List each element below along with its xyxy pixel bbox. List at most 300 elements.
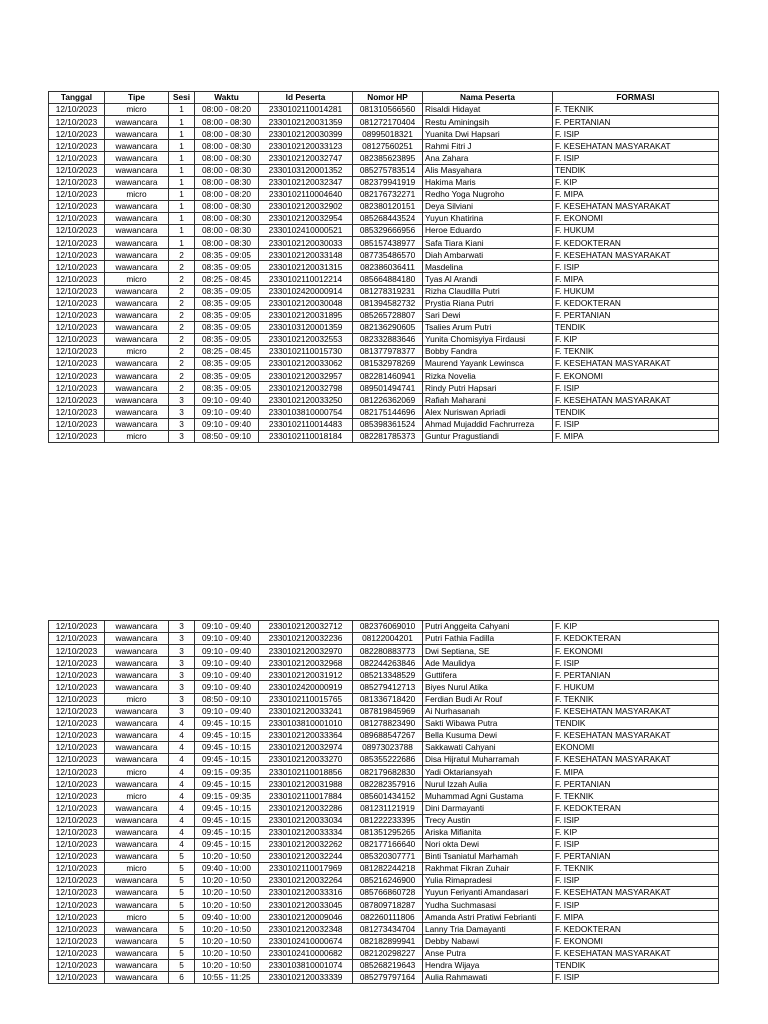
nomor-hp-cell: 087809718287 — [353, 899, 423, 911]
sesi-cell: 1 — [169, 128, 195, 140]
nama-peserta-cell: Biyes Nurul Atika — [423, 681, 553, 693]
formasi-cell: F. MIPA — [553, 188, 719, 200]
tanggal-cell: 12/10/2023 — [49, 971, 105, 983]
waktu-cell: 09:15 - 09:35 — [195, 766, 259, 778]
formasi-cell: F. EKONOMI — [553, 370, 719, 382]
formasi-cell: F. KESEHATAN MASYARAKAT — [553, 729, 719, 741]
nama-peserta-cell: Rindy Putri Hapsari — [423, 382, 553, 394]
tanggal-cell: 12/10/2023 — [49, 309, 105, 321]
tanggal-cell: 12/10/2023 — [49, 273, 105, 285]
formasi-cell: F. KEDOKTERAN — [553, 633, 719, 645]
waktu-cell: 09:45 - 10:15 — [195, 754, 259, 766]
nama-peserta-cell: Sakkawati Cahyani — [423, 741, 553, 753]
id-peserta-cell: 2330102110004640 — [259, 188, 353, 200]
nomor-hp-cell: 085355222686 — [353, 754, 423, 766]
id-peserta-cell: 2330102120033270 — [259, 754, 353, 766]
tanggal-cell: 12/10/2023 — [49, 645, 105, 657]
nama-peserta-cell: Rahmi Fitri J — [423, 140, 553, 152]
tipe-cell: micro — [105, 345, 169, 357]
formasi-cell: F. PERTANIAN — [553, 850, 719, 862]
id-peserta-cell: 2330102120033334 — [259, 826, 353, 838]
sesi-cell: 4 — [169, 826, 195, 838]
tipe-cell: wawancara — [105, 621, 169, 633]
waktu-cell: 09:10 - 09:40 — [195, 406, 259, 418]
tipe-cell: micro — [105, 188, 169, 200]
tipe-cell: wawancara — [105, 645, 169, 657]
waktu-cell: 09:10 - 09:40 — [195, 633, 259, 645]
nomor-hp-cell: 082182899941 — [353, 935, 423, 947]
table-row — [49, 382, 719, 394]
table-row — [49, 633, 719, 645]
id-peserta-cell: 2330102120032262 — [259, 838, 353, 850]
nomor-hp-cell: 081377978377 — [353, 345, 423, 357]
nama-peserta-cell: Sari Dewi — [423, 309, 553, 321]
sesi-cell: 2 — [169, 261, 195, 273]
formasi-cell: F. KESEHATAN MASYARAKAT — [553, 947, 719, 959]
sesi-cell: 5 — [169, 911, 195, 923]
tipe-cell: wawancara — [105, 176, 169, 188]
nomor-hp-cell: 085279797164 — [353, 971, 423, 983]
id-peserta-cell: 2330102120032747 — [259, 152, 353, 164]
sesi-cell: 3 — [169, 430, 195, 442]
sesi-cell: 1 — [169, 200, 195, 212]
nomor-hp-cell: 082281460941 — [353, 370, 423, 382]
nama-peserta-cell: Yadi Oktariansyah — [423, 766, 553, 778]
sesi-cell: 2 — [169, 273, 195, 285]
id-peserta-cell: 2330102120032954 — [259, 212, 353, 224]
nama-peserta-cell: Deya Silviani — [423, 200, 553, 212]
formasi-cell: F. PERTANIAN — [553, 309, 719, 321]
table-row — [49, 923, 719, 935]
nomor-hp-cell: 081394582732 — [353, 297, 423, 309]
sesi-cell: 2 — [169, 382, 195, 394]
sesi-cell: 4 — [169, 778, 195, 790]
tanggal-cell: 12/10/2023 — [49, 140, 105, 152]
tipe-cell: wawancara — [105, 418, 169, 430]
nomor-hp-cell: 085268443524 — [353, 212, 423, 224]
table-row — [49, 249, 719, 261]
formasi-cell: F. KIP — [553, 826, 719, 838]
tanggal-cell: 12/10/2023 — [49, 358, 105, 370]
table-row — [49, 430, 719, 442]
nama-peserta-cell: Hakima Maris — [423, 176, 553, 188]
waktu-cell: 08:50 - 09:10 — [195, 430, 259, 442]
tipe-cell: wawancara — [105, 225, 169, 237]
id-peserta-cell: 2330102120030399 — [259, 128, 353, 140]
waktu-cell: 08:00 - 08:30 — [195, 116, 259, 128]
id-peserta-cell: 2330102410000674 — [259, 935, 353, 947]
formasi-cell: F. TEKNIK — [553, 345, 719, 357]
tipe-cell: wawancara — [105, 200, 169, 212]
formasi-cell: F. MIPA — [553, 430, 719, 442]
waktu-cell: 09:40 - 10:00 — [195, 862, 259, 874]
waktu-cell: 10:20 - 10:50 — [195, 887, 259, 899]
sesi-cell: 1 — [169, 212, 195, 224]
sesi-cell: 2 — [169, 358, 195, 370]
formasi-cell: F. PERTANIAN — [553, 669, 719, 681]
nama-peserta-cell: Prystia Riana Putri — [423, 297, 553, 309]
tipe-cell: wawancara — [105, 657, 169, 669]
formasi-cell: TENDIK — [553, 959, 719, 971]
nama-peserta-cell: Ariska Mifianita — [423, 826, 553, 838]
tanggal-cell: 12/10/2023 — [49, 297, 105, 309]
formasi-cell: F. KESEHATAN MASYARAKAT — [553, 754, 719, 766]
sesi-cell: 5 — [169, 935, 195, 947]
tanggal-cell: 12/10/2023 — [49, 802, 105, 814]
formasi-cell: F. KESEHATAN MASYARAKAT — [553, 887, 719, 899]
nomor-hp-cell: 087735486570 — [353, 249, 423, 261]
id-peserta-cell: 2330102120032236 — [259, 633, 353, 645]
waktu-cell: 08:00 - 08:30 — [195, 164, 259, 176]
nomor-hp-cell: 082179682830 — [353, 766, 423, 778]
formasi-cell: F. KESEHATAN MASYARAKAT — [553, 249, 719, 261]
nomor-hp-cell: 082386036411 — [353, 261, 423, 273]
tanggal-cell: 12/10/2023 — [49, 693, 105, 705]
waktu-cell: 10:20 - 10:50 — [195, 899, 259, 911]
table-row — [49, 128, 719, 140]
nama-peserta-cell: Nurul Izzah Aulia — [423, 778, 553, 790]
table-row — [49, 754, 719, 766]
formasi-cell: F. KESEHATAN MASYARAKAT — [553, 394, 719, 406]
waktu-cell: 08:00 - 08:30 — [195, 176, 259, 188]
waktu-cell: 09:45 - 10:15 — [195, 741, 259, 753]
table-row — [49, 418, 719, 430]
formasi-cell: F. ISIP — [553, 838, 719, 850]
waktu-cell: 10:20 - 10:50 — [195, 935, 259, 947]
sesi-cell: 1 — [169, 164, 195, 176]
formasi-cell: TENDIK — [553, 321, 719, 333]
tipe-cell: wawancara — [105, 923, 169, 935]
tipe-cell: wawancara — [105, 237, 169, 249]
nama-peserta-cell: Redho Yoga Nugroho — [423, 188, 553, 200]
nomor-hp-cell: 082136290605 — [353, 321, 423, 333]
formasi-cell: F. ISIP — [553, 261, 719, 273]
sesi-cell: 3 — [169, 418, 195, 430]
id-peserta-cell: 2330102120032712 — [259, 621, 353, 633]
id-peserta-cell: 2330103810001010 — [259, 717, 353, 729]
formasi-cell: F. TEKNIK — [553, 693, 719, 705]
tanggal-cell: 12/10/2023 — [49, 116, 105, 128]
nomor-hp-cell: 081282244218 — [353, 862, 423, 874]
table-row — [49, 285, 719, 297]
formasi-cell: F. EKONOMI — [553, 212, 719, 224]
nomor-hp-cell: 089501494741 — [353, 382, 423, 394]
waktu-cell: 08:35 - 09:05 — [195, 249, 259, 261]
nama-peserta-cell: Alis Masyahara — [423, 164, 553, 176]
waktu-cell: 08:35 - 09:05 — [195, 321, 259, 333]
tanggal-cell: 12/10/2023 — [49, 935, 105, 947]
nomor-hp-cell: 082380120151 — [353, 200, 423, 212]
nomor-hp-cell: 082120298227 — [353, 947, 423, 959]
id-peserta-cell: 2330102120032244 — [259, 850, 353, 862]
tanggal-cell: 12/10/2023 — [49, 947, 105, 959]
waktu-cell: 08:25 - 08:45 — [195, 273, 259, 285]
tanggal-cell: 12/10/2023 — [49, 814, 105, 826]
table-row — [49, 237, 719, 249]
waktu-cell: 09:40 - 10:00 — [195, 911, 259, 923]
nomor-hp-cell: 081272170404 — [353, 116, 423, 128]
waktu-cell: 08:00 - 08:20 — [195, 104, 259, 116]
id-peserta-cell: 2330102120033034 — [259, 814, 353, 826]
formasi-cell: F. KIP — [553, 621, 719, 633]
tanggal-cell: 12/10/2023 — [49, 741, 105, 753]
tipe-cell: wawancara — [105, 826, 169, 838]
id-peserta-cell: 2330102120033250 — [259, 394, 353, 406]
id-peserta-cell: 2330103810000754 — [259, 406, 353, 418]
nomor-hp-cell: 08995018321 — [353, 128, 423, 140]
id-peserta-cell: 2330102120032968 — [259, 657, 353, 669]
id-peserta-cell: 2330102120033045 — [259, 899, 353, 911]
table-row — [49, 116, 719, 128]
tanggal-cell: 12/10/2023 — [49, 959, 105, 971]
tanggal-cell: 12/10/2023 — [49, 152, 105, 164]
nama-peserta-cell: Yuyun Feriyanti Amandasari — [423, 887, 553, 899]
table-row — [49, 959, 719, 971]
tanggal-cell: 12/10/2023 — [49, 225, 105, 237]
tipe-cell: micro — [105, 862, 169, 874]
waktu-cell: 08:35 - 09:05 — [195, 382, 259, 394]
nomor-hp-cell: 085601434152 — [353, 790, 423, 802]
tanggal-cell: 12/10/2023 — [49, 899, 105, 911]
table-row — [49, 333, 719, 345]
col-header-nomor-hp: Nomor HP — [353, 92, 423, 104]
table-row — [49, 621, 719, 633]
id-peserta-cell: 2330103810001074 — [259, 959, 353, 971]
id-peserta-cell: 2330102120033339 — [259, 971, 353, 983]
id-peserta-cell: 2330102420000919 — [259, 681, 353, 693]
waktu-cell: 09:10 - 09:40 — [195, 394, 259, 406]
nama-peserta-cell: Ferdian Budi Ar Rouf — [423, 693, 553, 705]
nomor-hp-cell: 087819845969 — [353, 705, 423, 717]
nomor-hp-cell: 08122004201 — [353, 633, 423, 645]
tipe-cell: micro — [105, 911, 169, 923]
tanggal-cell: 12/10/2023 — [49, 790, 105, 802]
sesi-cell: 6 — [169, 971, 195, 983]
formasi-cell: F. ISIP — [553, 814, 719, 826]
tipe-cell: wawancara — [105, 838, 169, 850]
formasi-cell: F. PERTANIAN — [553, 116, 719, 128]
formasi-cell: F. MIPA — [553, 766, 719, 778]
tipe-cell: wawancara — [105, 297, 169, 309]
tipe-cell: wawancara — [105, 850, 169, 862]
col-header-tipe: Tipe — [105, 92, 169, 104]
nama-peserta-cell: Bobby Fandra — [423, 345, 553, 357]
waktu-cell: 10:20 - 10:50 — [195, 923, 259, 935]
id-peserta-cell: 2330102120031315 — [259, 261, 353, 273]
id-peserta-cell: 2330102120032798 — [259, 382, 353, 394]
sesi-cell: 4 — [169, 838, 195, 850]
tanggal-cell: 12/10/2023 — [49, 754, 105, 766]
sesi-cell: 2 — [169, 370, 195, 382]
table-row — [49, 935, 719, 947]
id-peserta-cell: 2330102120009046 — [259, 911, 353, 923]
col-header-formasi: FORMASI — [553, 92, 719, 104]
nama-peserta-cell: Hendra Wijaya — [423, 959, 553, 971]
sesi-cell: 2 — [169, 285, 195, 297]
nomor-hp-cell: 085213348529 — [353, 669, 423, 681]
id-peserta-cell: 2330102110014281 — [259, 104, 353, 116]
waktu-cell: 08:25 - 08:45 — [195, 345, 259, 357]
table-row — [49, 104, 719, 116]
waktu-cell: 08:00 - 08:30 — [195, 200, 259, 212]
id-peserta-cell: 2330102120033148 — [259, 249, 353, 261]
id-peserta-cell: 2330103120001352 — [259, 164, 353, 176]
tipe-cell: wawancara — [105, 887, 169, 899]
nomor-hp-cell: 08973023788 — [353, 741, 423, 753]
nama-peserta-cell: Aulia Rahmawati — [423, 971, 553, 983]
formasi-cell: TENDIK — [553, 406, 719, 418]
tipe-cell: wawancara — [105, 249, 169, 261]
waktu-cell: 08:00 - 08:30 — [195, 140, 259, 152]
table-row — [49, 669, 719, 681]
tipe-cell: wawancara — [105, 899, 169, 911]
formasi-cell: F. KIP — [553, 176, 719, 188]
sesi-cell: 3 — [169, 394, 195, 406]
col-header-tanggal: Tanggal — [49, 92, 105, 104]
tipe-cell: wawancara — [105, 705, 169, 717]
nama-peserta-cell: Tyas Al Arandi — [423, 273, 553, 285]
id-peserta-cell: 2330102120033364 — [259, 729, 353, 741]
sesi-cell: 5 — [169, 959, 195, 971]
nomor-hp-cell: 081278319231 — [353, 285, 423, 297]
nama-peserta-cell: Amanda Astri Pratiwi Febrianti — [423, 911, 553, 923]
id-peserta-cell: 2330103120001359 — [259, 321, 353, 333]
tipe-cell: wawancara — [105, 164, 169, 176]
tanggal-cell: 12/10/2023 — [49, 321, 105, 333]
table-row — [49, 778, 719, 790]
formasi-cell: F. ISIP — [553, 899, 719, 911]
nama-peserta-cell: Yulia Rimapradesi — [423, 874, 553, 886]
tanggal-cell: 12/10/2023 — [49, 766, 105, 778]
nomor-hp-cell: 081222233395 — [353, 814, 423, 826]
sesi-cell: 1 — [169, 188, 195, 200]
tipe-cell: wawancara — [105, 140, 169, 152]
nomor-hp-cell: 081273434704 — [353, 923, 423, 935]
sesi-cell: 1 — [169, 176, 195, 188]
tipe-cell: wawancara — [105, 212, 169, 224]
waktu-cell: 09:45 - 10:15 — [195, 838, 259, 850]
table-row — [49, 814, 719, 826]
tanggal-cell: 12/10/2023 — [49, 370, 105, 382]
waktu-cell: 09:10 - 09:40 — [195, 681, 259, 693]
nomor-hp-cell: 081532978269 — [353, 358, 423, 370]
nama-peserta-cell: Masdelina — [423, 261, 553, 273]
nama-peserta-cell: Tsalies Arum Putri — [423, 321, 553, 333]
id-peserta-cell: 2330102120031988 — [259, 778, 353, 790]
tipe-cell: micro — [105, 430, 169, 442]
formasi-cell: F. KIP — [553, 333, 719, 345]
nomor-hp-cell: 085268219643 — [353, 959, 423, 971]
table-row — [49, 947, 719, 959]
col-header-waktu: Waktu — [195, 92, 259, 104]
nomor-hp-cell: 082379941919 — [353, 176, 423, 188]
sesi-cell: 4 — [169, 717, 195, 729]
table-row — [49, 345, 719, 357]
waktu-cell: 08:00 - 08:20 — [195, 188, 259, 200]
sesi-cell: 1 — [169, 225, 195, 237]
table-row — [49, 705, 719, 717]
nomor-hp-cell: 082260111806 — [353, 911, 423, 923]
tanggal-cell: 12/10/2023 — [49, 188, 105, 200]
nama-peserta-cell: Nori okta Dewi — [423, 838, 553, 850]
waktu-cell: 08:35 - 09:05 — [195, 285, 259, 297]
table-row — [49, 971, 719, 983]
table-row — [49, 693, 719, 705]
sesi-cell: 1 — [169, 237, 195, 249]
table-row — [49, 164, 719, 176]
nomor-hp-cell: 082176732271 — [353, 188, 423, 200]
header-row — [49, 92, 719, 104]
tipe-cell: wawancara — [105, 406, 169, 418]
sesi-cell: 5 — [169, 887, 195, 899]
tanggal-cell: 12/10/2023 — [49, 717, 105, 729]
tanggal-cell: 12/10/2023 — [49, 128, 105, 140]
nama-peserta-cell: Ade Maulidya — [423, 657, 553, 669]
tanggal-cell: 12/10/2023 — [49, 657, 105, 669]
table-row — [49, 741, 719, 753]
nomor-hp-cell: 082385623895 — [353, 152, 423, 164]
table-row — [49, 826, 719, 838]
nomor-hp-cell: 081226362069 — [353, 394, 423, 406]
sesi-cell: 1 — [169, 104, 195, 116]
nomor-hp-cell: 085766860728 — [353, 887, 423, 899]
id-peserta-cell: 2330102110017884 — [259, 790, 353, 802]
nama-peserta-cell: Guttifera — [423, 669, 553, 681]
tipe-cell: wawancara — [105, 681, 169, 693]
tipe-cell: wawancara — [105, 358, 169, 370]
nama-peserta-cell: Dwi Septiana, SE — [423, 645, 553, 657]
nama-peserta-cell: Ana Zahara — [423, 152, 553, 164]
formasi-cell: F. KEDOKTERAN — [553, 802, 719, 814]
formasi-cell: F. KEDOKTERAN — [553, 297, 719, 309]
nama-peserta-cell: Putri Anggeita Cahyani — [423, 621, 553, 633]
table-row — [49, 766, 719, 778]
tanggal-cell: 12/10/2023 — [49, 104, 105, 116]
tanggal-cell: 12/10/2023 — [49, 862, 105, 874]
schedule-table-bottom — [48, 620, 719, 984]
nama-peserta-cell: Ai Nurhasanah — [423, 705, 553, 717]
table-row — [49, 370, 719, 382]
id-peserta-cell: 2330102120033123 — [259, 140, 353, 152]
id-peserta-cell: 2330102120030033 — [259, 237, 353, 249]
formasi-cell: F. KEDOKTERAN — [553, 237, 719, 249]
sesi-cell: 2 — [169, 249, 195, 261]
sesi-cell: 3 — [169, 621, 195, 633]
tanggal-cell: 12/10/2023 — [49, 261, 105, 273]
nama-peserta-cell: Dini Darmayanti — [423, 802, 553, 814]
col-header-id-peserta: Id Peserta — [259, 92, 353, 104]
formasi-cell: F. MIPA — [553, 273, 719, 285]
id-peserta-cell: 2330102120032348 — [259, 923, 353, 935]
formasi-cell: F. TEKNIK — [553, 104, 719, 116]
tanggal-cell: 12/10/2023 — [49, 887, 105, 899]
id-peserta-cell: 2330102110018856 — [259, 766, 353, 778]
waktu-cell: 10:20 - 10:50 — [195, 874, 259, 886]
waktu-cell: 08:00 - 08:30 — [195, 237, 259, 249]
waktu-cell: 08:00 - 08:30 — [195, 152, 259, 164]
nomor-hp-cell: 082280883773 — [353, 645, 423, 657]
nomor-hp-cell: 082281785373 — [353, 430, 423, 442]
tipe-cell: wawancara — [105, 959, 169, 971]
sesi-cell: 4 — [169, 754, 195, 766]
sesi-cell: 3 — [169, 645, 195, 657]
sesi-cell: 5 — [169, 862, 195, 874]
waktu-cell: 08:00 - 08:30 — [195, 212, 259, 224]
id-peserta-cell: 2330102410000521 — [259, 225, 353, 237]
waktu-cell: 09:45 - 10:15 — [195, 778, 259, 790]
tanggal-cell: 12/10/2023 — [49, 418, 105, 430]
sesi-cell: 4 — [169, 790, 195, 802]
